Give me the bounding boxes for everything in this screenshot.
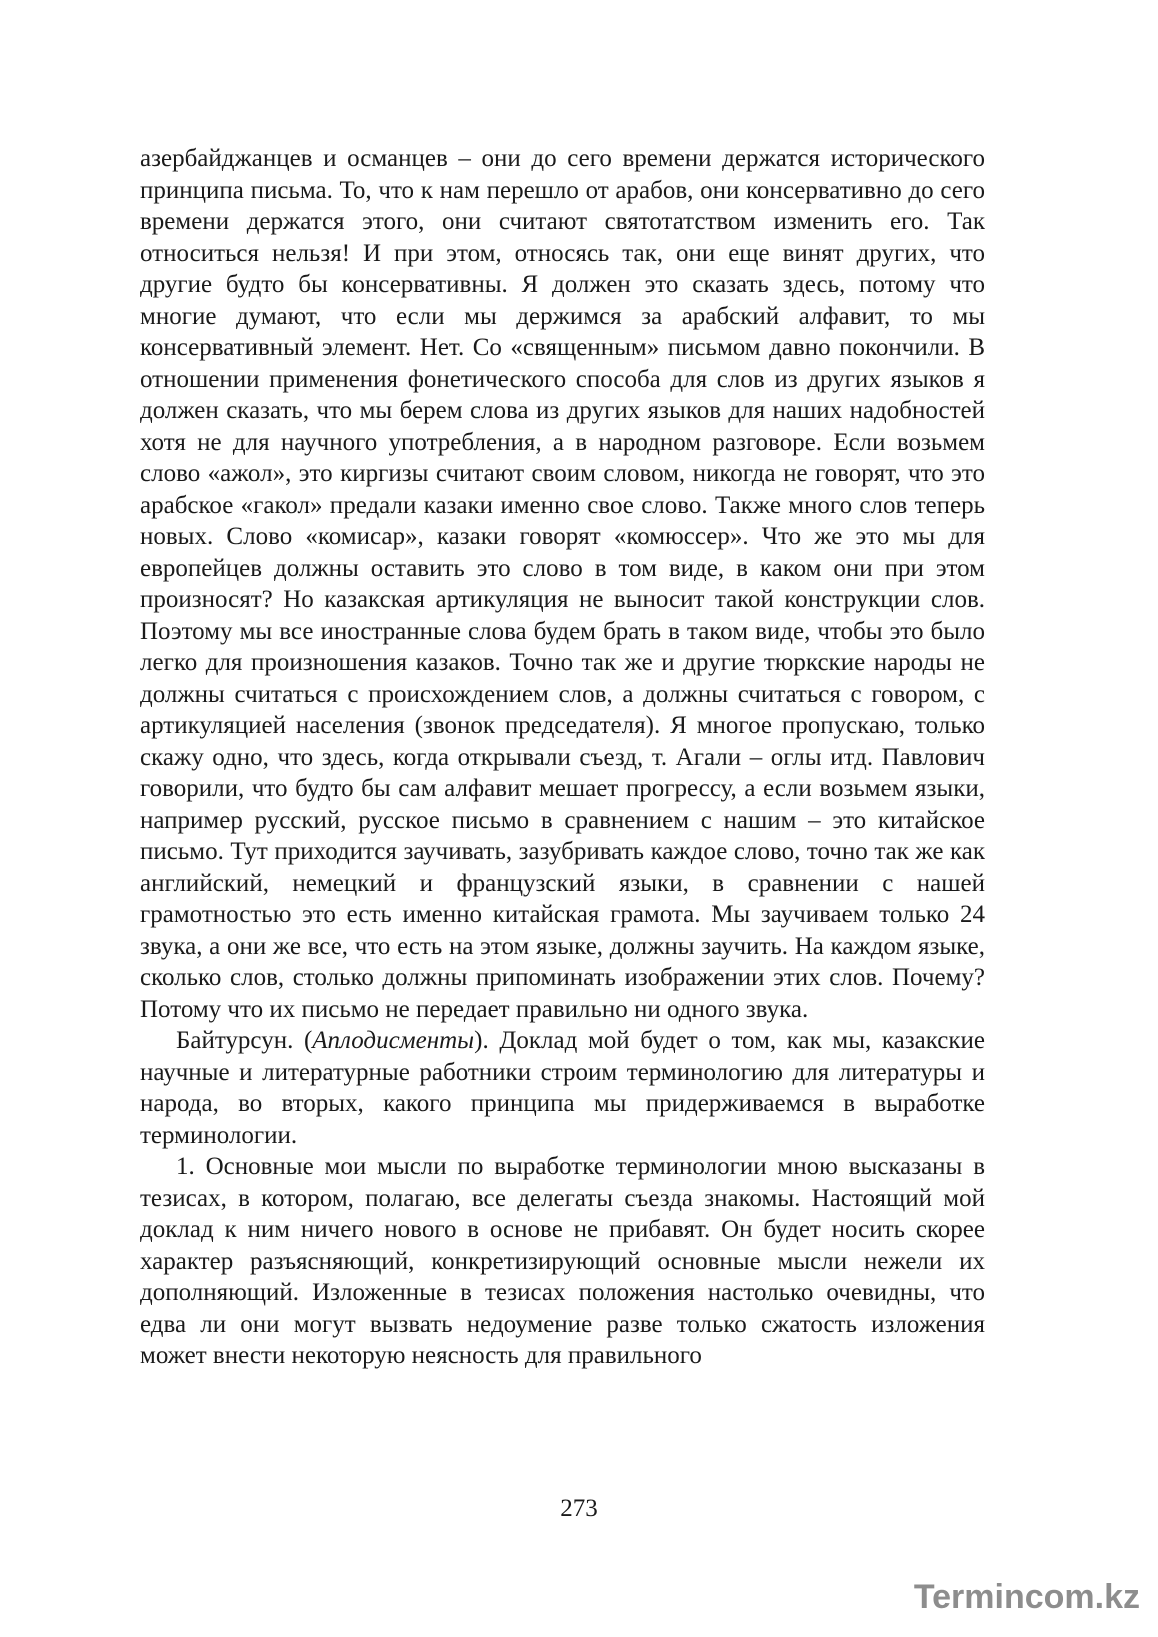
body-text (140, 143, 985, 1372)
paragraph-numbered-1: 1. Основные мои мысли по выработке терминологии мною высказаны в тезисах, в котором, полагаю, все делегаты съезда знакомы. Настоящий мой доклад к ним ничего нового в основе не прибавят. Он будет носить скорее характер разъясняющий, конкретизирующий основные мысли нежели их дополняющий. Изложенные в тезисах положения настолько очевидны, что едва ли они могут вызвать недоумение разве только сжатость изложения может внести некоторую неясность для правильного (140, 1153, 985, 1369)
speaker-name: Байтурсун. ( (176, 1027, 313, 1054)
site-watermark-logo: Termincom.kz (913, 1578, 1140, 1616)
stage-direction: Аплодисменты (312, 1027, 475, 1054)
paragraph-continuation: азербайджанцев и османцев – они до сего времени держатся исторического принципа письма. То, что к нам перешло от арабов, они консервативно до сего времени держатся этого, они считают святотатством изменить его. Так относиться нельзя! И при этом, относясь так, они еще винят других, что другие будто бы консервативны. Я должен это сказать здесь, потому что многие думают, что если мы держимся за арабский алфавит, то мы консервативный элемент. Нет. Со «священным» письмом давно покончили. В отношении применения фонетического способа для слов из других языков я должен сказать, что мы берем слова из других языков для наших надобностей хотя не для научного употребления, а в народном разговоре. Если возьмем слово «ажол», это киргизы считают своим словом, никогда не говорят, что это арабское «гакол» предали казаки именно свое слово. Также много слов теперь новых. Слово «комисар», казаки говорят «комюссер». Что же это мы для европейцев должны оставить это слово в том виде, в каком они при этом произносят? Но казакская артикуляция не выносит такой конструкции слов. Поэтому мы все иностранные слова будем брать в таком виде, чтобы это было легко для произношения казаков. Точно так же и другие тюркские народы не должны считаться с происхождением слов, а должны считаться с говором, с артикуляцией населения (звонок председателя). Я многое пропускаю, только скажу одно, что здесь, когда открывали съезд, т. Агали – оглы итд. Павлович говорили, что будто бы сам алфавит мешает прогрессу, а если возьмем языки, например русский, русское письмо в сравнением с нашим – это китайское письмо. Тут приходится заучивать, зазубривать каждое слово, точно так же как английский, немецкий и французский языки, в сравнении с нашей грамотностью это есть именно китайская грамота. Мы заучиваем только 24 звука, а они же все, что есть на этом языке, должны заучить. На каждом языке, сколько слов, столько должны припоминать изображении этих слов. Почему? Потому что их письмо не передает правильно ни одного звука. (140, 145, 985, 1023)
paragraph-baitursun-rest: ). Доклад мой будет о том, как мы, казакские научные и литературные работники строим терминологию для литературы и народа, во вторых, какого принципа мы придерживаемся в выработке терминологии. (140, 1027, 985, 1149)
page-number: 273 (560, 1495, 598, 1522)
paragraph-baitursun-intro (140, 1025, 985, 1151)
